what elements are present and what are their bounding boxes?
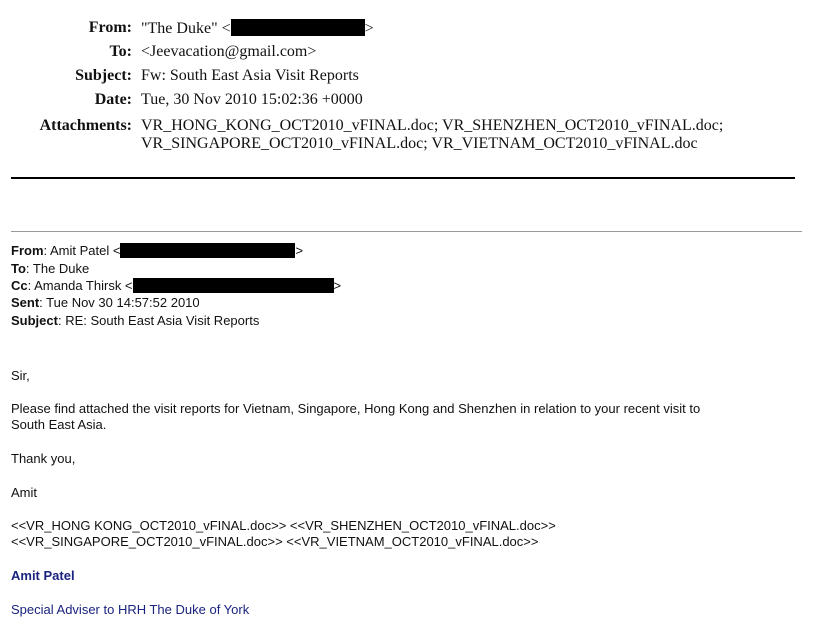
inner-cc-row — [11, 278, 341, 294]
outer-to-label: To: — [109, 43, 132, 60]
outer-from-label: From: — [88, 19, 132, 36]
thanks-text: Thank you, — [11, 451, 76, 466]
redaction-bar — [231, 19, 365, 36]
inner-cc-label: Cc — [11, 278, 28, 293]
outer-from-value — [141, 19, 374, 38]
outer-date-label: Date: — [94, 91, 132, 108]
inner-from-label: From — [11, 243, 44, 258]
inner-sent-value: : Tue Nov 30 14:57:52 2010 — [39, 295, 200, 310]
signoff-text: Amit — [11, 485, 37, 500]
redaction-bar — [120, 243, 295, 258]
inner-cc-close: > — [333, 278, 342, 293]
inner-to-label: To — [11, 261, 26, 276]
signature-name: Amit Patel — [11, 568, 75, 583]
inner-sent-label: Sent — [11, 295, 40, 310]
body-paragraph-line2: South East Asia. — [11, 417, 107, 432]
inner-subject-label: Subject — [11, 313, 58, 328]
outer-subject-label: Subject: — [75, 67, 132, 84]
outer-to-value[interactable]: <Jeevacation@gmail.com> — [141, 43, 317, 60]
signature-title: Special Adviser to HRH The Duke of York — [11, 602, 250, 617]
outer-date-value: Tue, 30 Nov 2010 15:02:36 +0000 — [141, 91, 363, 108]
message-divider — [11, 231, 802, 232]
attachment-ref-line1: <<VR_HONG KONG_OCT2010_vFINAL.doc>> <<VR_SHENZHEN_OCT2010_vFINAL.doc>> — [11, 518, 556, 533]
inner-subject-row — [11, 313, 259, 329]
inner-to-value: : The Duke — [25, 261, 90, 276]
body-paragraph-line1: Please find attached the visit reports for Vietnam, Singapore, Hong Kong and Shenzhen in relation to your recent visit to — [11, 401, 701, 416]
inner-cc-value: : Amanda Thirsk < — [27, 278, 133, 293]
inner-from-row — [11, 243, 303, 259]
inner-from-close: > — [295, 243, 304, 258]
outer-from-close: > — [364, 20, 374, 37]
outer-subject-value: Fw: South East Asia Visit Reports — [141, 67, 359, 84]
redaction-bar — [133, 278, 334, 293]
outer-attachments-line2[interactable]: VR_SINGAPORE_OCT2010_vFINAL.doc; VR_VIETNAM_OCT2010_vFINAL.doc — [141, 135, 698, 152]
inner-subject-value: : RE: South East Asia Visit Reports — [57, 313, 260, 328]
outer-from-name: "The Duke" < — [141, 20, 231, 37]
outer-attachments-line1[interactable]: VR_HONG_KONG_OCT2010_vFINAL.doc; VR_SHENZHEN_OCT2010_vFINAL.doc; — [141, 117, 724, 134]
outer-attachments-label: Attachments: — [39, 117, 132, 134]
header-divider — [11, 177, 795, 179]
attachment-ref-line2: <<VR_SINGAPORE_OCT2010_vFINAL.doc>> <<VR_VIETNAM_OCT2010_vFINAL.doc>> — [11, 534, 539, 549]
inner-to-row — [11, 261, 89, 277]
inner-sent-row — [11, 295, 200, 311]
salutation: Sir, — [11, 368, 30, 383]
inner-from-value: : Amit Patel < — [43, 243, 121, 258]
